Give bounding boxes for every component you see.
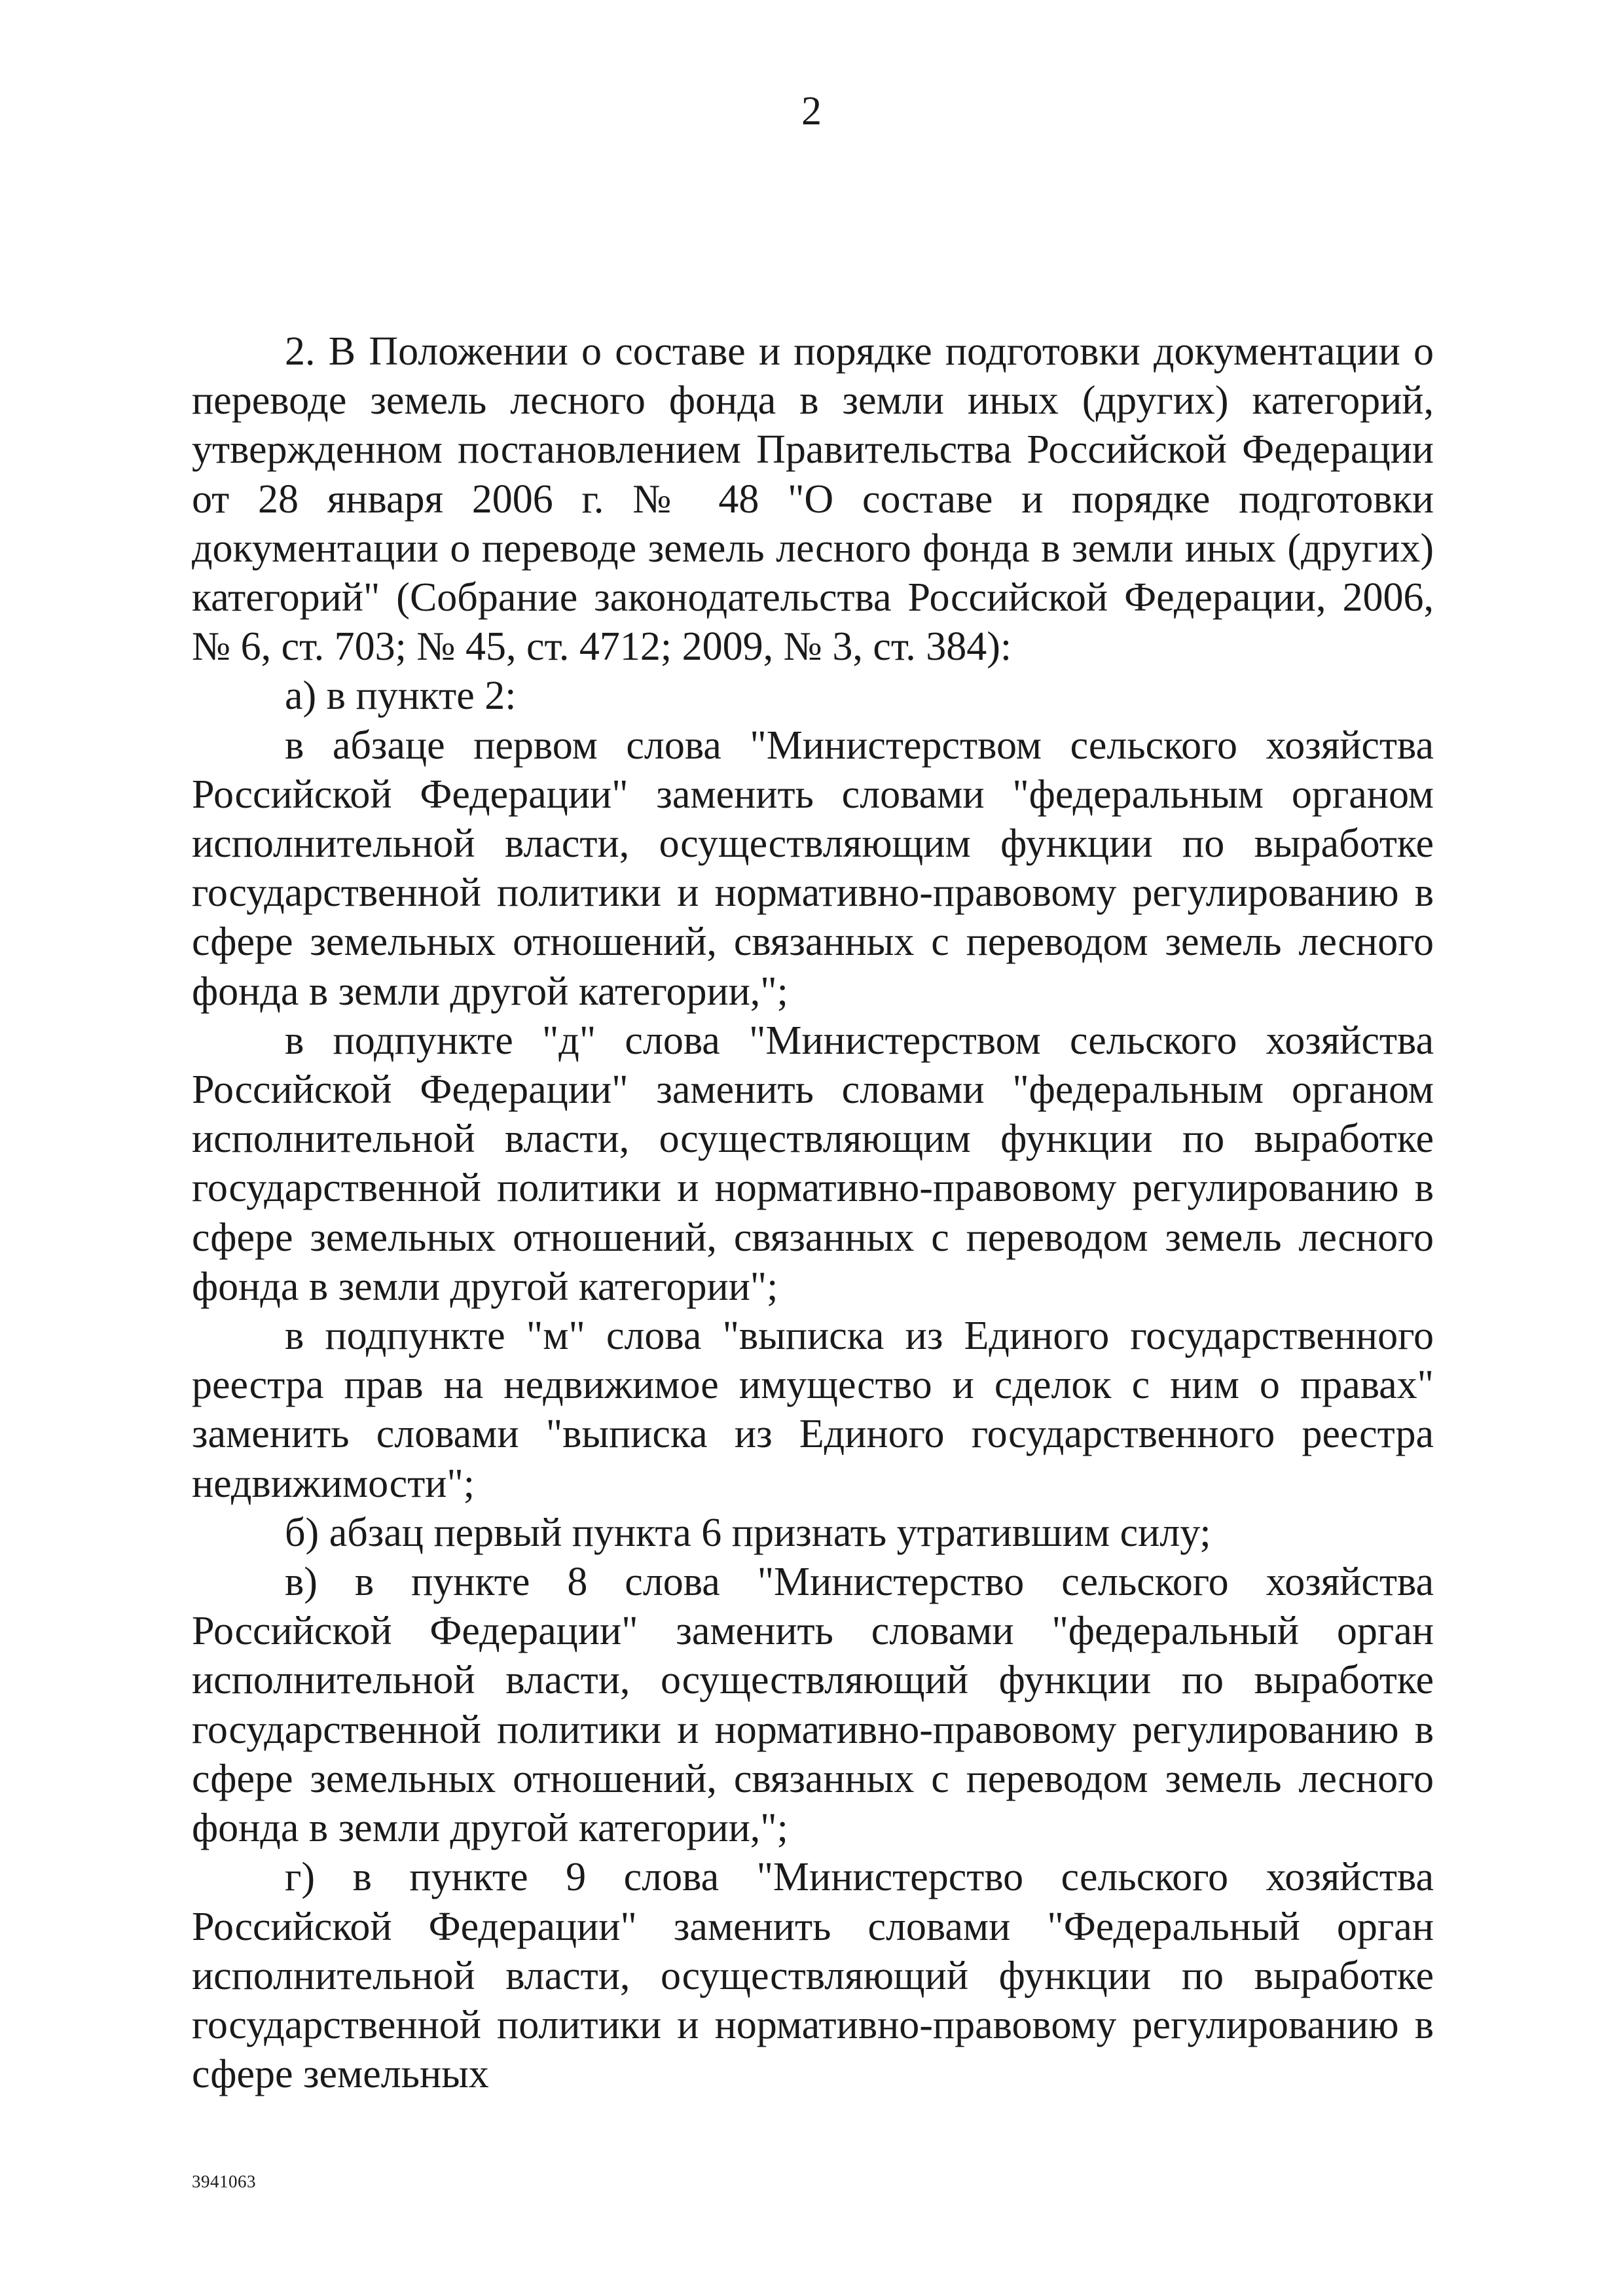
- paragraph-item-g: г) в пункте 9 слова "Министерство сельского хозяйства Российской Федерации" заменить словами "Федеральный орган исполнительной власти, осуществляющий функции по выработке государственной политики и нормативно-правовому регулированию в сфере земельных: [192, 1855, 1434, 2097]
- document-code: 3941063: [192, 2172, 256, 2191]
- paragraph-item-a-subitem-d: в подпункте "д" слова "Министерством сельского хозяйства Российской Федерации" заменить словами "федеральным органом исполнительной власти, осуществляющим функции по выработке государственной политики и нормативно-правовому регулированию в сфере земельных отношений, связанных с переводом земель лесного фонда в земли другой категории";: [192, 1018, 1434, 1309]
- document-body: [192, 327, 1434, 2099]
- page-number: 2: [801, 89, 822, 134]
- paragraph-item-a-subitem-m: в подпункте "м" слова "выписка из Единого государственного реестра прав на недвижимое имущество и сделок с ним о правах" заменить словами "выписка из Единого государственного реестра недвижимости";: [192, 1314, 1434, 1506]
- paragraph-2-intro: 2. В Положении о составе и порядке подготовки документации о переводе земель лесного фонда в земли иных (других) категорий, утвержденном постановлением Правительства Российской Федерации от 28 января 2006 г. № 48 "О составе и порядке подготовки документации о переводе земель лесного фонда в земли иных (других) категорий" (Собрание законодательства Российской Федерации, 2006, № 6, ст. 703; № 45, ст. 4712; 2009, № 3, ст. 384):: [192, 329, 1434, 670]
- paragraph-item-b: б) абзац первый пункта 6 признать утратившим силу;: [285, 1510, 1211, 1555]
- paragraph-item-a: а) в пункте 2:: [285, 673, 517, 719]
- paragraph-item-v: в) в пункте 8 слова "Министерство сельского хозяйства Российской Федерации" заменить словами "федеральный орган исполнительной власти, осуществляющий функции по выработке государственной политики и нормативно-правовому регулированию в сфере земельных отношений, связанных с переводом земель лесного фонда в земли другой категории,";: [192, 1560, 1434, 1851]
- paragraph-item-a-first-abzac: в абзаце первом слова "Министерством сельского хозяйства Российской Федерации" заменить словами "федеральным органом исполнительной власти, осуществляющим функции по выработке государственной политики и нормативно-правовому регулированию в сфере земельных отношений, связанных с переводом земель лесного фонда в земли другой категории,";: [192, 723, 1434, 1014]
